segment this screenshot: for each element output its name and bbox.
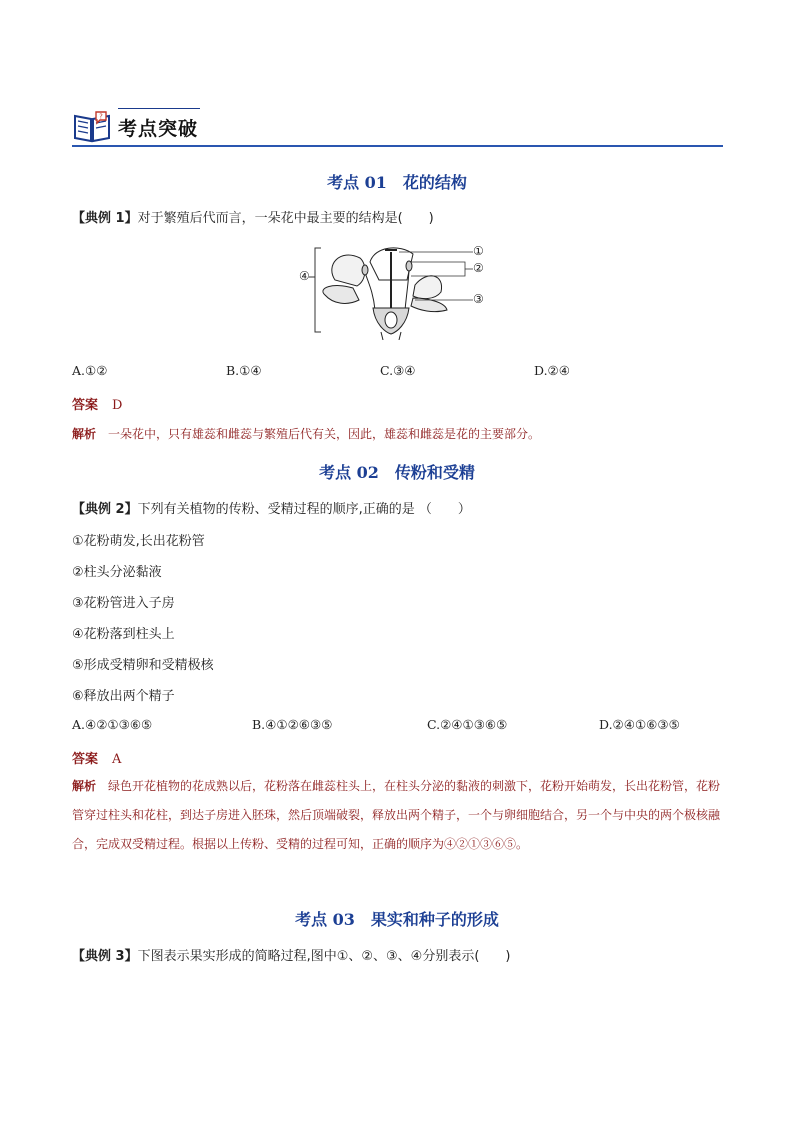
answer-label: 答案 [72, 398, 99, 413]
header-rule [72, 145, 723, 147]
question-2 [72, 498, 471, 517]
question-text: 下图表示果实形成的简略过程,图中①、②、③、④分别表示( ) [137, 949, 511, 964]
analysis-text: 绿色开花植物的花成熟以后，花粉落在雌蕊柱头上，在柱头分泌的黏液的刺激下，花粉开始萌发，长出花粉管，花粉管穿过柱头和花柱，到达子房进入胚珠，然后顶端破裂，释放出两个精子，一个与卵细胞结合，另一个与中央的两个极核融合，完成双受精过程。根据以上传粉、受精的过程可知，正确的顺序为④②①③⑥⑤。 [72, 779, 721, 851]
step-5: ⑤形成受精卵和受精极核 [72, 658, 214, 673]
step-4: ④花粉落到柱头上 [72, 627, 175, 642]
step-3: ③花粉管进入子房 [72, 596, 175, 611]
question-tag: 【典例 3】 [72, 949, 138, 964]
question-text: 下列有关植物的传粉、受精过程的顺序,正确的是 （ ） [137, 502, 471, 517]
answer-2 [72, 748, 121, 767]
option-a: A.④②①③⑥⑤ [72, 717, 153, 732]
answer-value: D [112, 398, 123, 413]
answer-1 [72, 394, 122, 413]
question-tag: 【典例 2】 [72, 502, 138, 517]
svg-text:?: ? [99, 112, 103, 121]
question-tag: 【典例 1】 [72, 211, 138, 226]
option-b: B.④①②⑥③⑤ [252, 717, 333, 732]
option-a: A.①② [72, 363, 108, 378]
option-c: C.②④①③⑥⑤ [427, 717, 508, 732]
header-top-line [118, 108, 200, 109]
analysis-1 [72, 420, 724, 449]
step-6: ⑥释放出两个精子 [72, 689, 175, 704]
answer-value: A [112, 752, 122, 767]
answer-label: 答案 [72, 752, 99, 767]
diagram-label-2: ② [473, 261, 484, 275]
option-d: D.②④①⑥③⑤ [599, 717, 680, 732]
question-3 [72, 945, 510, 964]
diagram-label-1: ① [473, 244, 484, 258]
diagram-label-3: ③ [473, 292, 484, 306]
analysis-text: 一朵花中，只有雄蕊和雌蕊与繁殖后代有关，因此，雄蕊和雌蕊是花的主要部分。 [108, 427, 541, 441]
section-title-01: 考点 01 花的结构 [327, 173, 467, 192]
option-c: C.③④ [380, 363, 416, 378]
section-title-03: 考点 03 果实和种子的形成 [295, 910, 499, 929]
option-b: B.①④ [226, 363, 262, 378]
step-2: ②柱头分泌黏液 [72, 565, 162, 580]
question-1 [72, 207, 434, 226]
book-icon [72, 108, 112, 144]
section-title-02: 考点 02 传粉和受精 [319, 463, 475, 482]
diagram-label-4: ④ [299, 269, 310, 283]
step-1: ①花粉萌发,长出花粉管 [72, 534, 205, 549]
page-title: 考点突破 [118, 118, 199, 140]
flower-structure-diagram [295, 240, 495, 340]
analysis-2 [72, 772, 724, 859]
analysis-label: 解析 [72, 779, 97, 793]
analysis-label: 解析 [72, 427, 97, 441]
question-text: 对于繁殖后代而言，一朵花中最主要的结构是( ) [137, 211, 434, 226]
option-d: D.②④ [534, 363, 570, 378]
